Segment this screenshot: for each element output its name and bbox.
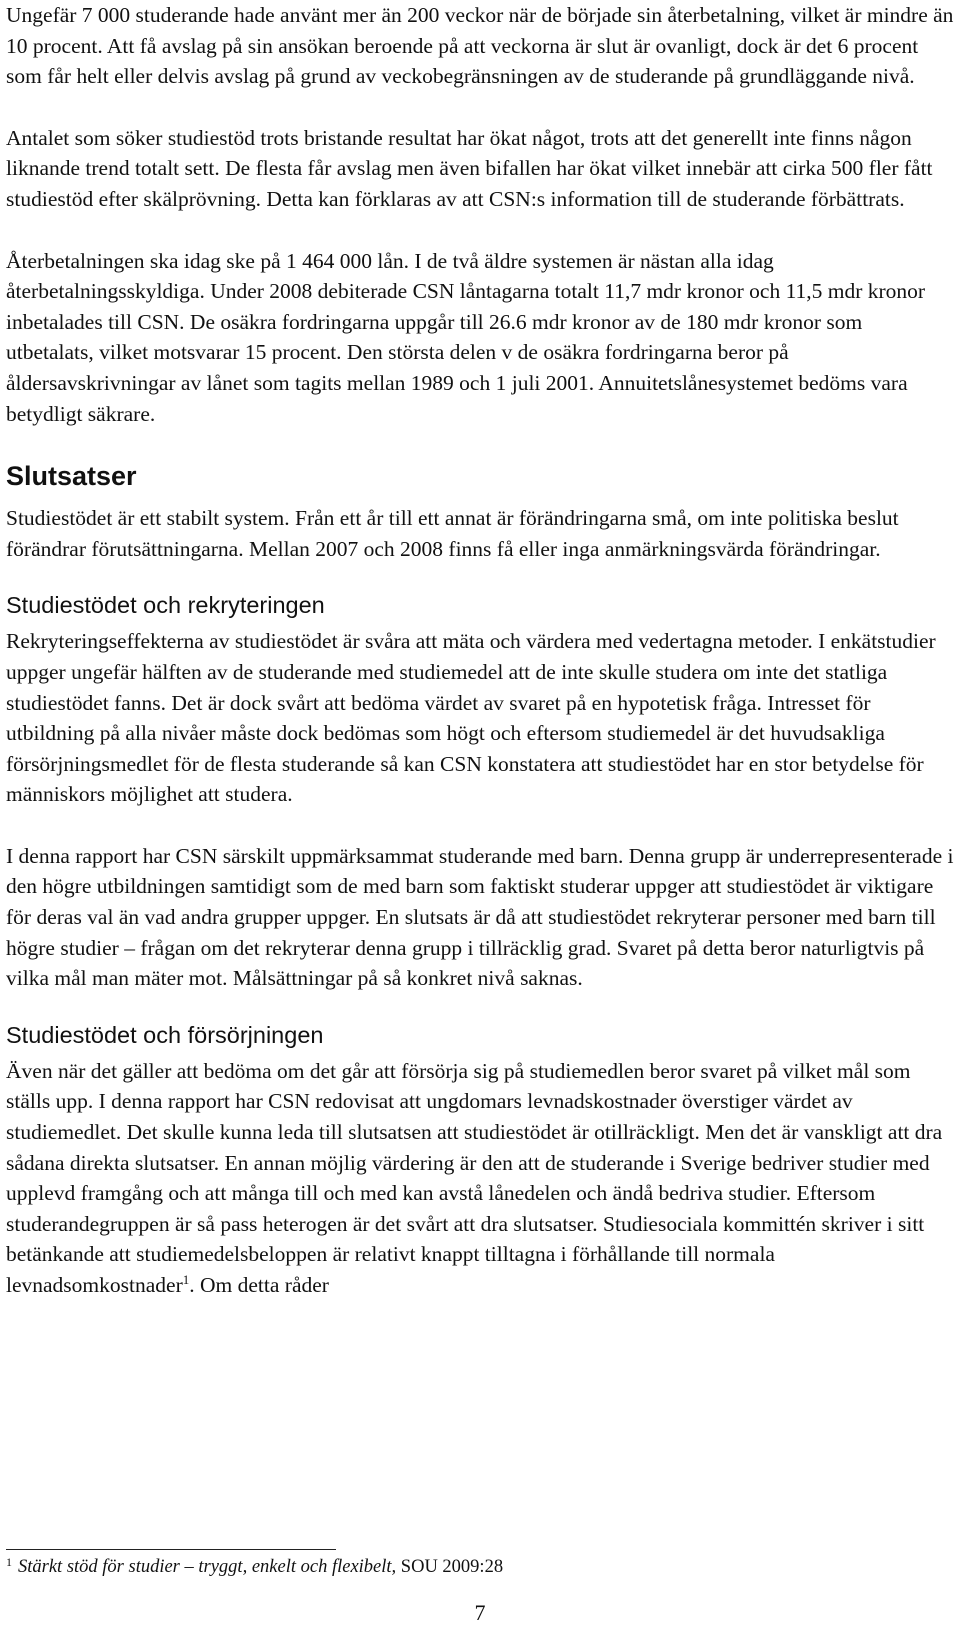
footnote bbox=[6, 1555, 503, 1578]
footnote-title: Stärkt stöd för studier – tryggt, enkelt och flexibelt, bbox=[18, 1557, 397, 1577]
page-number: 7 bbox=[474, 1600, 486, 1625]
heading-slutsatser: Slutsatser bbox=[6, 461, 137, 492]
paragraph-forsorjning bbox=[6, 1056, 954, 1301]
paragraph-rekrytering-1: Rekryteringseffekterna av studiestödet är svåra att mäta och värdera med vedertagna metoder. I enkätstudier uppger ungefär hälften av de studerande med studiemedel att de inte skulle studera om inte det statliga studiestödet fanns. Det är dock svårt att bedöma värdet av svaret på en hypotetisk fråga. Intresset för utbildning på alla nivåer måste dock bedömas som högt och eftersom studiemedel är det huvudsakliga försörjningsmedlet för de flesta studerande så kan CSN konstatera att studiestödet har en stor betydelse för människors möjlighet att studera. bbox=[6, 629, 936, 807]
footnote-source: SOU 2009:28 bbox=[396, 1557, 504, 1577]
paragraph-skalprovning: Antalet som söker studiestöd trots bristande resultat har ökat något, trots att det generellt inte finns någon liknande trend totalt sett. De flesta får avslag men även bifallen har ökat vilket innebär att cirka 500 fler fått studiestöd efter skälprövning. Detta kan förklaras av att CSN:s information till de studerande förbättrats. bbox=[6, 125, 933, 211]
heading-rekrytering: Studiestödet och rekryteringen bbox=[6, 592, 325, 619]
footnote-divider bbox=[6, 1549, 336, 1550]
paragraph-rekrytering-2: I denna rapport har CSN särskilt uppmärksammat studerande med barn. Denna grupp är underrepresenterade i den högre utbildningen samtidigt som de med barn som faktiskt studerar uppger att studiestödet är viktigare för deras val än vad andra grupper uppger. En slutsats är då att studiestödet rekryterar personer med barn till högre studier – frågan om det rekryterar denna grupp i tillräcklig grad. Svaret på detta beror naturligtvis på vilka mål man mäter mot. Målsättningar på så konkret nivå saknas. bbox=[6, 843, 954, 991]
heading-forsorjning: Studiestödet och försörjningen bbox=[6, 1021, 324, 1048]
document-page bbox=[6, 0, 954, 1301]
footnote-number: 1 bbox=[6, 1555, 12, 1569]
forsorjning-text: Även när det gäller att bedöma om det går att försörja sig på studiemedlen beror svaret på vilket mål som ställs upp. I denna rapport har CSN redovisat att ungdomars levnadskostnader överstiger värdet av studiemedlet. Det skulle kunna leda till slutsatsen att studiestödet är otillräckligt. Men det är vanskligt att dra sådana direkta slutsatser. En annan möjlig värdering är den att de studerande i Sverige bedriver studier med upplevd framgång och att många till och med kan avstå lånedelen och ändå bedriva studier. Eftersom studerandegruppen är så pass heterogen är det svårt att dra slutsatser. Studiesociala kommittén skriver i sitt betänkande att studiemedelsbeloppen är relativt knappt tilltagna i förhållande till normala levnadsomkostnader bbox=[6, 1058, 943, 1297]
paragraph-veckor: Ungefär 7 000 studerande hade använt mer än 200 veckor när de började sin återbetalning, vilket är mindre än 10 procent. Att få avslag på sin ansökan beroende på att veckorna är slut är ovanligt, dock är det 6 procent som får helt eller delvis avslag på grund av veckobegränsningen av de studerande på grundläggande nivå. bbox=[6, 3, 954, 89]
footnote-reference: 1 bbox=[182, 1272, 190, 1287]
paragraph-aterbetalning: Återbetalningen ska idag ske på 1 464 000 lån. I de två äldre systemen är nästan alla idag återbetalningsskyldiga. Under 2008 debiterade CSN låntagarna totalt 11,7 mdr kronor och 11,5 mdr kronor inbetalades till CSN. De osäkra fordringarna uppgår till 26.6 mdr kronor av de 180 mdr kronor som utbetalats, vilket motsvarar 15 procent. Den största delen v de osäkra fordringarna beror på åldersavskrivningar av lånet som tagits mellan 1989 och 1 juli 2001. Annuitetslånesystemet bedöms vara betydligt säkrare. bbox=[6, 248, 926, 426]
paragraph-slutsatser: Studiestödet är ett stabilt system. Från ett år till ett annat är förändringarna små, om inte politiska beslut förändrar förutsättningarna. Mellan 2007 och 2008 finns få eller inga anmärkningsvärda förändringar. bbox=[6, 506, 899, 561]
forsorjning-tail: . Om detta råder bbox=[189, 1273, 329, 1297]
